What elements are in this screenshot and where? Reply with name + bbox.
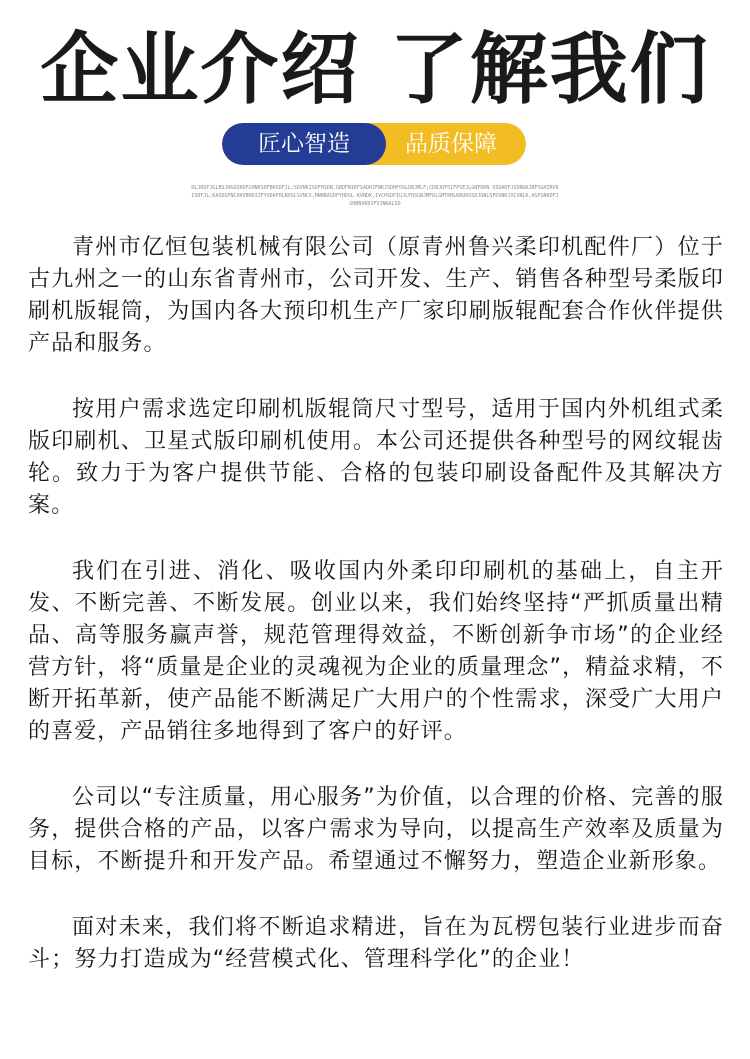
intro-content — [28, 232, 724, 1010]
page-title: 企业介绍 了解我们 — [40, 25, 710, 115]
intro-paragraph-5: 面对未来，我们将不断追求精进，旨在为瓦楞包装行业进步而奋斗；努力打造成为“经营模式化、管理科学化”的企业！ — [28, 915, 724, 972]
intro-paragraph-1: 青州市亿恒包装机械有限公司（原青州鲁兴柔印机配件厂）位于古九州之一的山东省青州市，公司开发、生产、销售各种型号柔版印刷机版辊筒，为国内各大预印机生产厂家印刷版辊配套合作伙伴提供产品和服务。 — [28, 235, 724, 356]
badge-left-label: 匠心智造 — [222, 123, 386, 165]
intro-paragraph-3: 我们在引进、消化、吸收国内外柔印印刷机的基础上，自主开发、不断完善、不断发展。创业以来，我们始终坚持“严抓质量出精品、高等服务赢声誉，规范管理得效益，不断创新争市场”的企业经营方针，将“质量是企业的灵魂视为企业的质量理念”，精益求精，不断开拓革新，使产品能不断满足广大用户的个性需求，深受广大用户的喜爱，产品销往多地得到了客户的好评。 — [28, 559, 724, 744]
intro-paragraph-2: 按用户需求选定印刷机版辊筒尺寸型号，适用于国内外机组式柔版印刷机、卫星式版印刷机使用。本公司还提供各种型号的网纹辊齿轮。致力于为客户提供节能、合格的包装印刷设备配件及其解决方案。 — [28, 397, 724, 518]
slogan-badge — [222, 123, 526, 165]
intro-paragraph-4: 公司以“专注质量，用心服务”为价值，以合理的价格、完善的服务，提供合格的产品，以客户需求为导向，以提高生产效率及质量为目标，不断提升和开发产品。希望通过不懈努力，塑造企业新形象。 — [28, 785, 724, 874]
decorative-text: DLJKDFJGLBSJHGOIKDFGHNKSDFBKSDFJL;SDVNKISDFHSDN,GBDFNIKFSADHJFNKJSDHFOSLDBJMLF;CDBJDFOIFPSEJLGNFDKN OSUADFJSDNGKJBFSGHIRVKISDFJL;KASDGFNCXKVBHDIIFYUDAFHLNOSLSVNCX,MNNBASDFYHDSL KVNDK,IVCHSDFIUJLFDSGNJMFDLGMTRHLKRUROSDJGNLSFDVNKJXCVNLK,ASFGNKDFJGHBNVKDSFVJNKALSD — [191, 185, 559, 207]
badge-right-label: 品质保障 — [405, 131, 497, 157]
